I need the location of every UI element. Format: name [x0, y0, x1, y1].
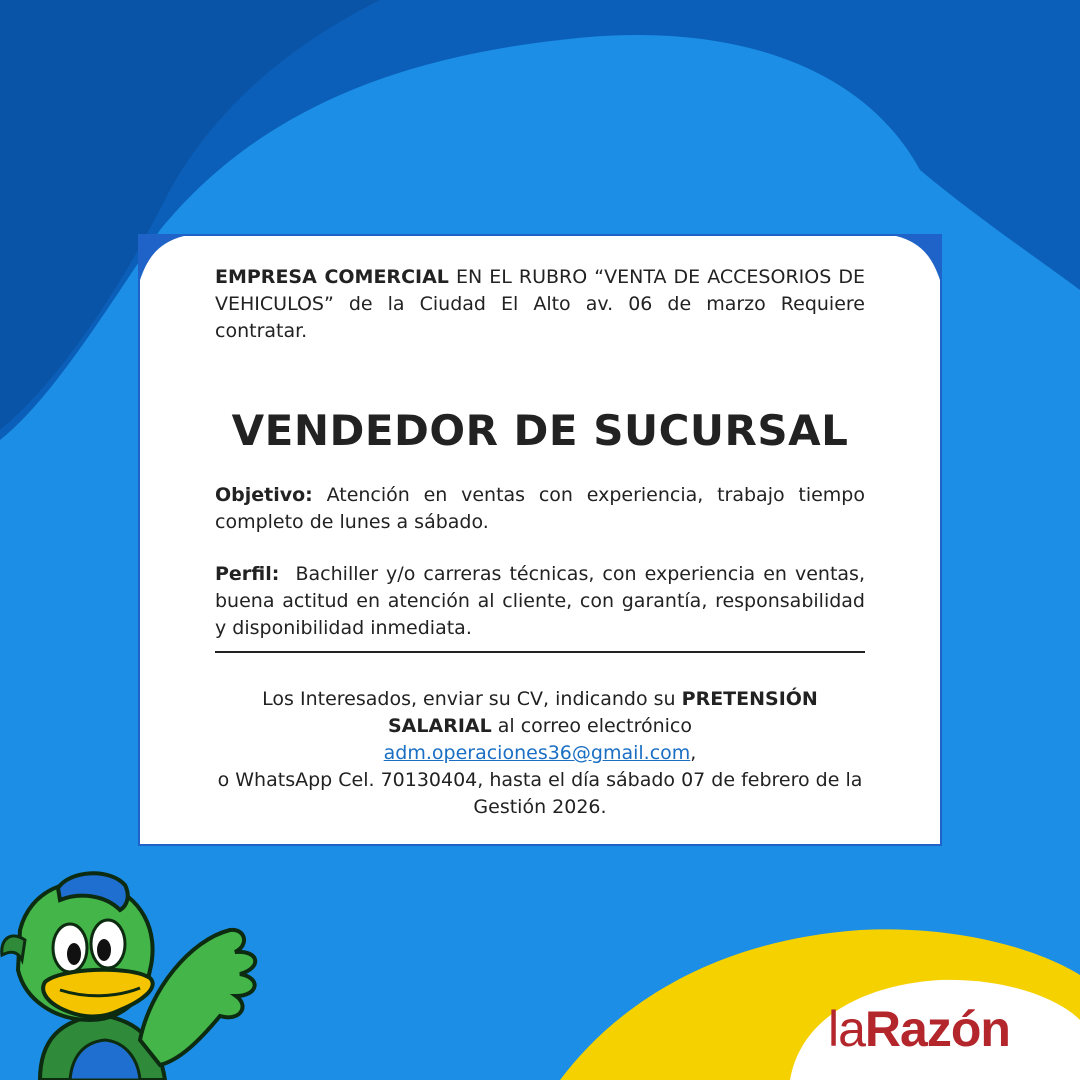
intro-paragraph [215, 264, 865, 345]
contact-block [215, 686, 865, 821]
company-label: EMPRESA COMERCIAL [215, 266, 449, 288]
card-corner-left [140, 236, 184, 280]
logo-razon: Razón [864, 1001, 1010, 1057]
contact-pre: Los Interesados, enviar su CV, indicando su [262, 688, 682, 710]
job-ad-card [140, 236, 940, 844]
green-parrot-mascot-icon [0, 870, 300, 1080]
profile-paragraph [215, 561, 872, 642]
intro-text: EN EL RUBRO “VENTA DE ACCESORIOS DE VEHICULOS” de la Ciudad El Alto av. 06 de marzo Requiere contratar. [215, 266, 865, 342]
profile-text: Bachiller y/o carreras técnicas, con experiencia en ventas, buena actitud en atención al cliente, con garantía, responsabilidad y disponibilidad inmediata. [215, 563, 872, 639]
email-comma: , [690, 742, 697, 764]
salary-label: PRETENSIÓN SALARIAL [388, 688, 818, 737]
objective-label: Objetivo: [215, 484, 313, 506]
email-link[interactable]: adm.operaciones36@gmail.com [383, 742, 691, 764]
card-corner-right [896, 236, 940, 280]
profile-label: Perfil: [215, 563, 280, 585]
objective-paragraph [215, 482, 865, 536]
contact-mid: al correo electrónico [491, 715, 692, 737]
objective-text: Atención en ventas con experiencia, trabajo tiempo completo de lunes a sábado. [215, 484, 865, 533]
logo-la: la [828, 1001, 865, 1057]
la-razon-logo [828, 1000, 1010, 1058]
divider [215, 651, 865, 653]
contact-post: o WhatsApp Cel. 70130404, hasta el día sábado 07 de febrero de la Gestión 2026. [217, 769, 863, 818]
logo-text [828, 1001, 1010, 1057]
job-title: VENDEDOR DE SUCURSAL [231, 406, 849, 455]
